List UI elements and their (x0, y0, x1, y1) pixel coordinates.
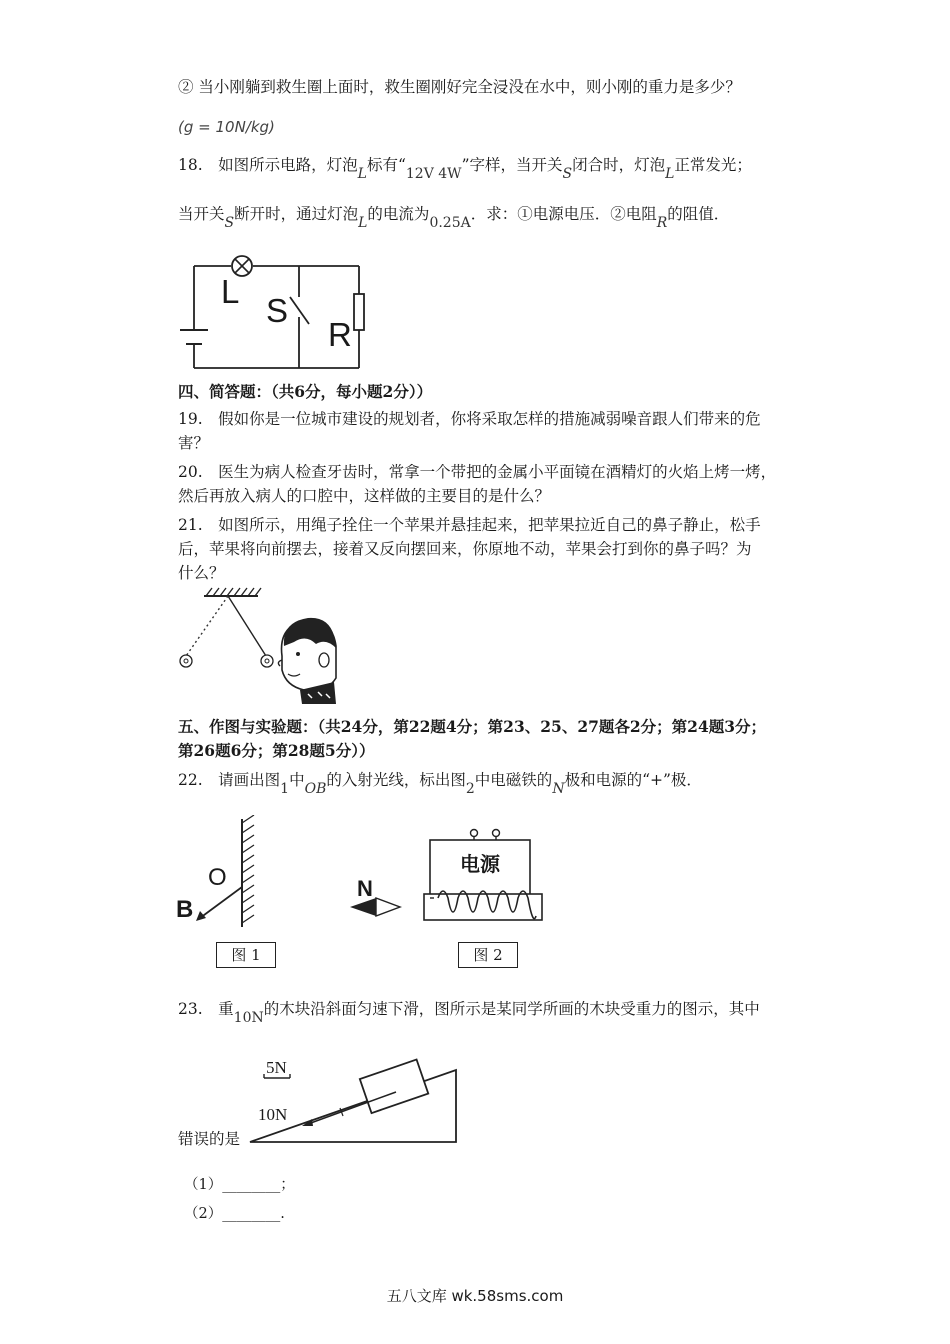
q21-line3: 什么？ (178, 564, 225, 582)
apple-icon (180, 655, 273, 667)
q23-text-a: 23. 重 (178, 1000, 234, 1018)
q18-var-L: L (357, 166, 367, 182)
q18-text-h: 的电流为 (367, 205, 430, 223)
magnet-label-N: N (357, 876, 373, 901)
q21-line1: 21. 如图所示，用绳子拴住一个苹果并悬挂起来，把苹果拉近自己的鼻子静止，松手 (178, 516, 761, 534)
q18-line1 (178, 154, 752, 182)
q23-text-b: 的木块沿斜面匀速下滑，图所示是某同学所画的木块受重力的图示，其中 (263, 1000, 760, 1018)
q23-weight: 10N (233, 1010, 264, 1026)
q17-part2-text: ② 当小刚躺到救生圈上面时，救生圈刚好完全浸没在水中，则小刚的重力是多少？ (178, 78, 741, 96)
q18-text-d: 闭合时，灯泡 (572, 156, 666, 174)
q18-var-S2: S (224, 215, 235, 231)
fig2-caption: 图 2 (458, 942, 518, 968)
q19-line2: 害？ (178, 434, 210, 452)
q18-text-i: ．求：①电源电压．②电阻 (470, 205, 657, 223)
q21-line2: 后，苹果将向前摆去，接着又反向摆回来，你原地不动，苹果会打到你的鼻子吗？为 (178, 540, 752, 558)
q18-var-R: R (656, 215, 668, 231)
mirror-label-O: O (208, 864, 227, 891)
section5-heading-line2: 第26题6分；第28题5分）） (178, 741, 375, 760)
pendulum-figure (176, 586, 341, 704)
section4-heading: 四、简答题：（共6分，每小题2分）） (178, 382, 433, 401)
mirror-label-B: B (176, 896, 194, 923)
q20-line2: 然后再放入病人的口腔中，这样做的主要目的是什么？ (178, 487, 551, 505)
force-label: 10N (258, 1105, 288, 1124)
q22-fig-num-1: 1 (280, 781, 290, 797)
q22-var-N: N (552, 781, 565, 797)
q22-text-a: 22. 请画出图 (178, 771, 281, 789)
q19-line1: 19. 假如你是一位城市建设的规划者，你将采取怎样的措施减弱噪音跟人们带来的危 (178, 410, 761, 428)
footer-watermark: 五八文库 wk.58sms.com (386, 1287, 564, 1305)
iron-core (424, 894, 542, 920)
q20-line1: 20. 医生为病人检查牙齿时，常拿一个带把的金属小平面镜在酒精灯的火焰上烤一烤， (178, 463, 777, 481)
q18-rating: 12V 4W (405, 166, 462, 182)
arrow-head-icon (196, 911, 206, 921)
fig1-caption: 图 1 (216, 942, 276, 968)
q22-text-e: 极和电源的“+”极． (564, 771, 702, 789)
q22-text-d: 中电磁铁的 (474, 771, 553, 789)
boy-head-icon (278, 618, 336, 704)
q18-text-c: ”字样，当开关 (461, 156, 563, 174)
scale-label: 5N (266, 1058, 287, 1077)
q23-blank-1[interactable]: （1）________； (184, 1177, 295, 1193)
resistor-icon (354, 294, 364, 330)
q18-current: 0.25A (429, 215, 471, 231)
battery-icon (180, 330, 208, 344)
circuit-label-R: R (328, 316, 352, 353)
terminal-icon (493, 830, 500, 837)
q18-text-g: 断开时，通过灯泡 (234, 205, 359, 223)
terminal-icon (471, 830, 478, 837)
q22-text-b: 中 (289, 771, 305, 789)
q18-var-S: S (562, 166, 573, 182)
q22-text (178, 769, 702, 797)
q18-text-a: 18. 如图所示电路，灯泡 (178, 156, 358, 174)
electromagnet-figure (350, 826, 550, 932)
section5-heading-line1: 五、作图与实验题：（共24分，第22题4分；第23、25、27题各2分；第24题3分； (178, 717, 767, 736)
q18-var-L3: L (358, 215, 368, 231)
q18-text-e: 正常发光； (674, 156, 752, 174)
incline-figure (246, 1040, 461, 1145)
q18-text-f: 当开关 (178, 205, 225, 223)
q18-text-b: 标有“ (366, 156, 406, 174)
q17-g-formula: (g = 10N/kg) (178, 118, 275, 136)
q22-fig-num-2: 2 (465, 781, 475, 797)
power-label: 电源 (460, 854, 500, 876)
q23-blank-2[interactable]: （2）________. (184, 1206, 285, 1222)
q22-text-c: 的入射光线，标出图 (326, 771, 466, 789)
q23-line1 (178, 998, 760, 1026)
q23-line2: 错误的是 (178, 1130, 241, 1148)
q18-line2 (178, 203, 730, 231)
q18-var-L2: L (665, 166, 675, 182)
circuit-label-S: S (266, 292, 289, 329)
q22-var-OB: OB (304, 781, 327, 797)
q18-text-j: 的阻值． (667, 205, 730, 223)
circuit-label-L: L (221, 273, 240, 310)
